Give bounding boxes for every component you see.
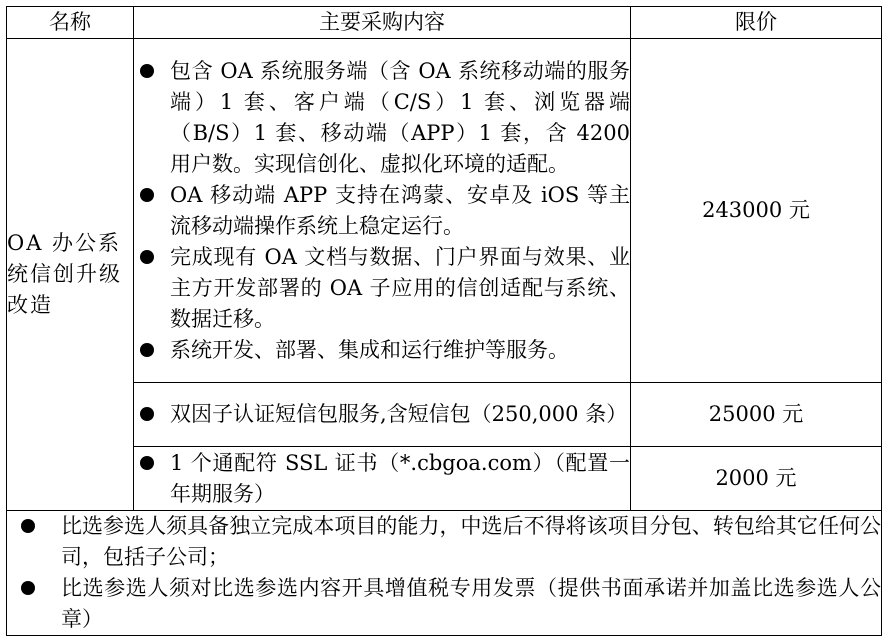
bullet-dot-icon [140, 456, 154, 470]
item-price-cell: 2000 元 [631, 447, 882, 511]
bullet-dot-icon [140, 250, 154, 264]
bullet-dot-icon [140, 343, 154, 357]
bullet-dot-icon [21, 519, 35, 533]
header-price: 限价 [631, 7, 882, 39]
list-item: 完成现有 OA 文档与数据、门户界面与效果、业主方开发部署的 OA 子应用的信创适配与系统、数据迁移。 [134, 242, 630, 335]
bullet-dot-icon [140, 188, 154, 202]
header-name: 名称 [7, 7, 134, 39]
list-item: 1 个通配符 SSL 证书（*.cbgoa.com）（配置一年期服务） [134, 448, 630, 510]
header-content: 主要采购内容 [134, 7, 631, 39]
item-price-cell: 243000 元 [631, 39, 882, 383]
content-list [134, 399, 630, 430]
bullet-dot-icon [140, 64, 154, 78]
list-item: 系统开发、部署、集成和运行维护等服务。 [134, 335, 630, 366]
notes-row [7, 511, 882, 636]
procurement-table [6, 6, 882, 636]
item-content-cell [134, 39, 631, 383]
table-row [7, 383, 882, 447]
content-list [134, 448, 630, 510]
list-item: 比选参选人须对比选参选内容开具增值税专用发票（提供书面承诺并加盖比选参选人公章） [7, 573, 881, 635]
bullet-dot-icon [140, 407, 154, 421]
notes-cell [7, 511, 882, 636]
item-content-cell [134, 383, 631, 447]
item-content-cell [134, 447, 631, 511]
table-row [7, 447, 882, 511]
list-item: 双因子认证短信包服务,含短信包（250,000 条） [134, 399, 630, 430]
item-name-cell: OA 办公系统信创升级改造 [7, 39, 134, 511]
content-list [134, 56, 630, 366]
list-item: 包含 OA 系统服务端（含 OA 系统移动端的服务端）1 套、客户端（C/S）1 套、浏览器端（B/S）1 套、移动端（APP）1 套，含 4200 用户数。实现信创化、虚拟化环境的适配。 [134, 56, 630, 180]
header-row [7, 7, 882, 39]
list-item: 比选参选人须具备独立完成本项目的能力，中选后不得将该项目分包、转包给其它任何公司，包括子公司； [7, 511, 881, 573]
list-item: OA 移动端 APP 支持在鸿蒙、安卓及 iOS 等主流移动端操作系统上稳定运行。 [134, 180, 630, 242]
notes-list [7, 511, 881, 635]
table-row [7, 39, 882, 383]
bullet-dot-icon [21, 581, 35, 595]
item-price-cell: 25000 元 [631, 383, 882, 447]
